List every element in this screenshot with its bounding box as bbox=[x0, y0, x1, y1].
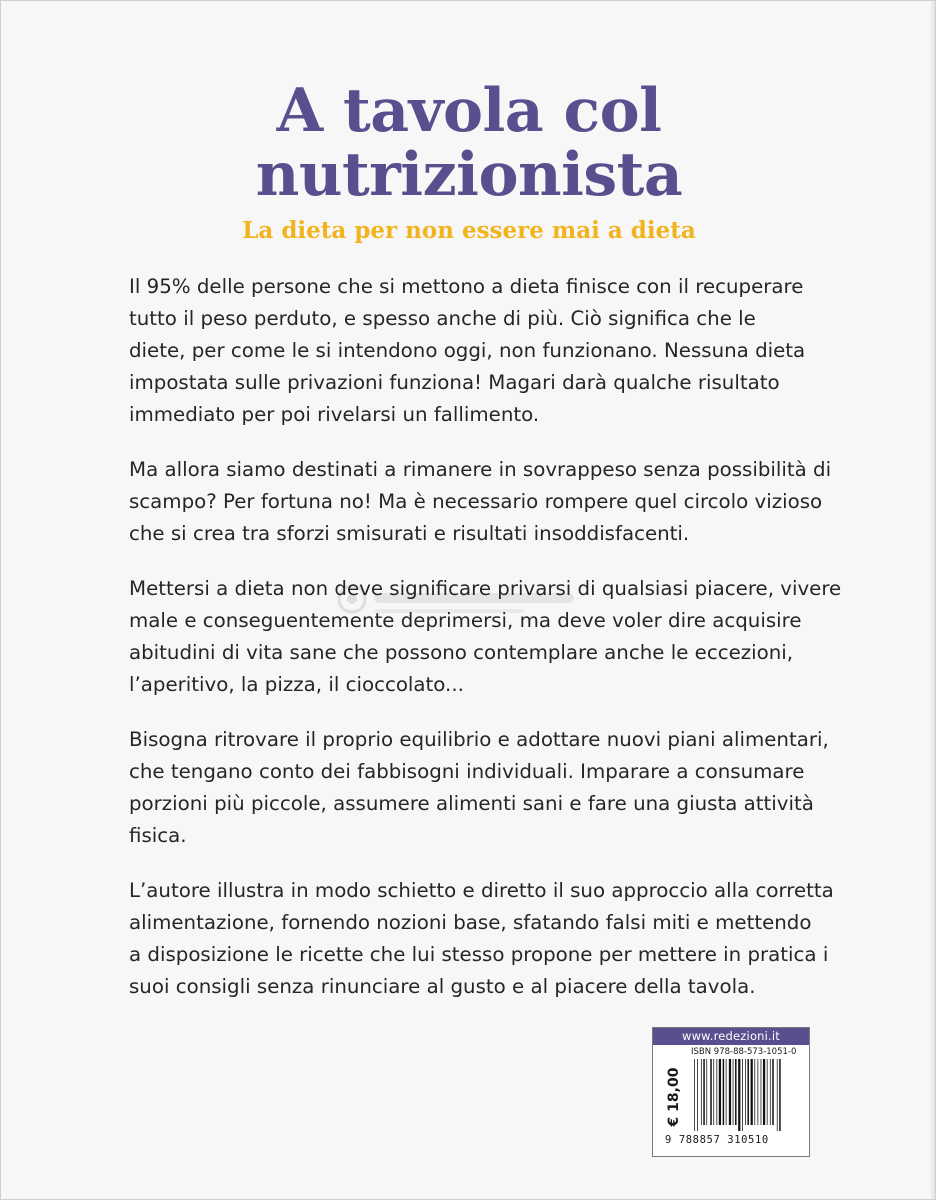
blurb-line: Mettersi a dieta non deve significare privarsi di qualsiasi piacere, vivere bbox=[129, 577, 842, 600]
publisher-website: www.redezioni.it bbox=[653, 1028, 809, 1045]
blurb-paragraph-1 bbox=[129, 271, 829, 431]
blurb-line: suoi consigli senza rinunciare al gusto e al piacere della tavola. bbox=[129, 975, 756, 998]
blurb-line: a disposizione le ricette che lui stesso propone per mettere in pratica i bbox=[129, 943, 829, 966]
price-text: € 18,00 bbox=[666, 1067, 682, 1127]
price-label bbox=[654, 1062, 694, 1132]
isbn-text: ISBN 978-88-573-1051-0 bbox=[691, 1047, 797, 1057]
title-block bbox=[1, 76, 936, 245]
blurb-paragraph-4 bbox=[129, 724, 829, 852]
blurb-line: diete, per come le si intendono oggi, non funzionano. Nessuna dieta bbox=[129, 339, 806, 362]
barcode-icon bbox=[693, 1059, 806, 1131]
blurb-paragraph-5 bbox=[129, 875, 834, 1003]
book-title-line-2: nutrizionista bbox=[255, 140, 683, 210]
blurb-line: scampo? Per fortuna no! Ma è necessario rompere quel circolo vizioso bbox=[129, 490, 823, 513]
blurb-line: porzioni più piccole, assumere alimenti sani e fare una giusta attività bbox=[129, 792, 814, 815]
blurb-paragraph-2 bbox=[129, 454, 832, 550]
blurb-line: alimentazione, fornendo nozioni base, sfatando falsi miti e mettendo bbox=[129, 911, 812, 934]
blurb-paragraph-3 bbox=[129, 573, 842, 701]
blurb-line: Ma allora siamo destinati a rimanere in sovrappeso senza possibilità di bbox=[129, 458, 832, 481]
blurb-line: abitudini di vita sane che possono contemplare anche le eccezioni, bbox=[129, 641, 794, 664]
blurb-line: immediato per poi rivelarsi un fallimento. bbox=[129, 403, 540, 426]
book-title-line-1: A tavola col bbox=[276, 76, 662, 146]
blurb-line: che tengano conto dei fabbisogni individuali. Imparare a consumare bbox=[129, 760, 805, 783]
barcode-digits: 9 788857 310510 bbox=[665, 1134, 769, 1146]
barcode-box bbox=[652, 1027, 810, 1157]
blurb-line: tutto il peso perduto, e spesso anche di più. Ciò significa che le bbox=[129, 307, 756, 330]
blurb-line: impostata sulle privazioni funziona! Magari darà qualche risultato bbox=[129, 371, 780, 394]
blurb-text bbox=[129, 271, 842, 1026]
book-subtitle: La dieta per non essere mai a dieta bbox=[242, 217, 696, 244]
blurb-line: Bisogna ritrovare il proprio equilibrio e adottare nuovi piani alimentari, bbox=[129, 728, 829, 751]
blurb-line: che si crea tra sforzi smisurati e risultati insoddisfacenti. bbox=[129, 522, 690, 545]
blurb-line: Il 95% delle persone che si mettono a dieta finisce con il recuperare bbox=[129, 275, 804, 298]
blurb-line: fisica. bbox=[129, 824, 187, 847]
blurb-line: male e conseguentemente deprimersi, ma deve voler dire acquisire bbox=[129, 609, 802, 632]
blurb-line: l’aperitivo, la pizza, il cioccolato... bbox=[129, 673, 464, 696]
blurb-line: L’autore illustra in modo schietto e diretto il suo approccio alla corretta bbox=[129, 879, 834, 902]
